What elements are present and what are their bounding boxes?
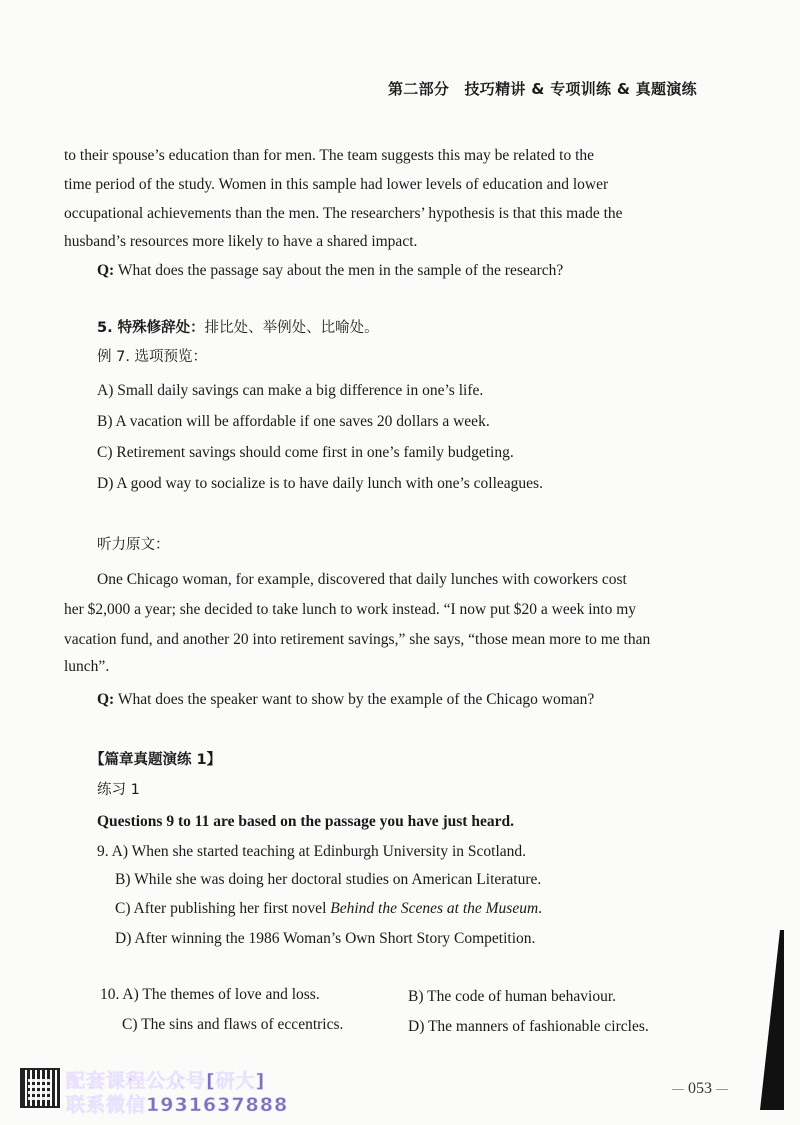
page-edge-tab — [760, 930, 784, 1110]
novel-title: Behind the Scenes at the Museum — [330, 900, 539, 917]
transcript-line: vacation fund, and another 20 into retirement savings,” she says, “those mean more to me than — [64, 631, 651, 648]
page-number: 053 — [668, 1080, 732, 1098]
option-d: D) A good way to socialize is to have daily lunch with one’s colleagues. — [97, 475, 543, 492]
example-label: 例 7. 选项预览： — [97, 349, 208, 365]
option-c: C) Retirement savings should come first in one’s family budgeting. — [97, 444, 514, 461]
watermark-line-2: 联系微信1931637888 — [66, 1094, 289, 1116]
question-text: What does the speaker want to show by the example of the Chicago woman? — [117, 691, 595, 708]
passage-line: time period of the study. Women in this sample had lower levels of education and lower — [64, 176, 609, 193]
watermark-line-1: 配套课程公众号[研大] — [66, 1070, 266, 1092]
question-label: Q: — [97, 691, 115, 708]
qr-code-icon — [20, 1068, 60, 1108]
running-header: 第二部分 技巧精讲 & 专项训练 & 真题演练 — [388, 80, 697, 98]
passage-line: occupational achievements than the men. The researchers’ hypothesis is that this made the — [64, 205, 623, 222]
practice-title: 【篇章真题演练 1】 — [90, 752, 222, 768]
q10-option-c: C) The sins and flaws of eccentrics. — [122, 1016, 344, 1033]
q9-option-d: D) After winning the 1986 Woman’s Own Short Story Competition. — [115, 930, 536, 947]
section-5-heading — [97, 318, 379, 338]
instruction: Questions 9 to 11 are based on the passage you have just heard. — [97, 813, 514, 830]
section-5-heading-rest: 排比处、举例处、比喻处。 — [204, 320, 379, 336]
question-2 — [97, 690, 594, 710]
passage-line: husband’s resources more likely to have a shared impact. — [64, 233, 418, 250]
option-b: B) A vacation will be affordable if one saves 20 dollars a week. — [97, 413, 490, 430]
question-text: What does the passage say about the men in the sample of the research? — [117, 262, 564, 279]
q9-option-c — [115, 899, 542, 919]
section-5-heading-bold: 5. 特殊修辞处： — [97, 320, 205, 336]
option-a: A) Small daily savings can make a big difference in one’s life. — [97, 382, 484, 399]
passage-line: to their spouse’s education than for men. The team suggests this may be related to the — [64, 147, 595, 164]
transcript-label: 听力原文： — [97, 537, 170, 553]
q10-option-d: D) The manners of fashionable circles. — [408, 1018, 649, 1035]
transcript-line: lunch”. — [64, 658, 110, 675]
exercise-label: 练习 1 — [97, 782, 140, 798]
q9-option-c-prefix: C) After publishing her first novel — [115, 900, 331, 917]
transcript-line: her $2,000 a year; she decided to take lunch to work instead. “I now put $20 a week into my — [64, 601, 637, 618]
q9-option-c-suffix: . — [538, 900, 543, 917]
q9-option-b: B) While she was doing her doctoral studies on American Literature. — [115, 871, 542, 888]
question-1 — [97, 261, 563, 281]
q9-option-a: 9. A) When she started teaching at Edinburgh University in Scotland. — [97, 843, 527, 860]
q10-option-a: 10. A) The themes of love and loss. — [100, 986, 320, 1003]
transcript-line: One Chicago woman, for example, discovered that daily lunches with coworkers cost — [97, 571, 627, 588]
q10-option-b: B) The code of human behaviour. — [408, 988, 617, 1005]
question-label: Q: — [97, 262, 115, 279]
